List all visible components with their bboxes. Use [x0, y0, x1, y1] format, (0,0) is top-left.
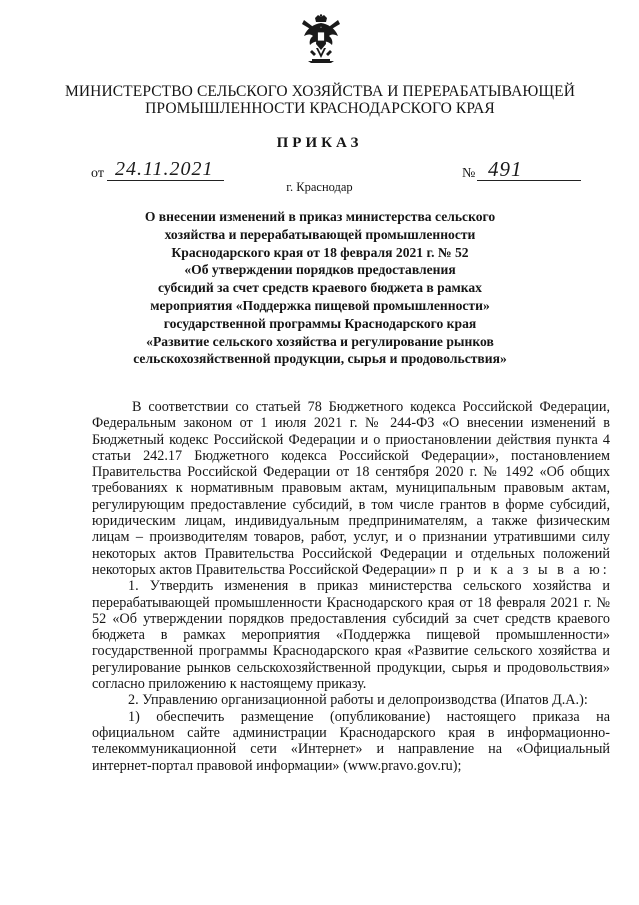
- preamble-paragraph: [92, 399, 610, 578]
- item-2-paragraph: 2. Управлению организационной работы и делопроизводства (Ипатов Д.А.):: [128, 692, 588, 709]
- subject-line: «Об утверждении порядков предоставления: [184, 262, 456, 278]
- subject-line: «Развитие сельского хозяйства и регулирование рынков: [146, 333, 494, 349]
- ministry-name-line2: ПРОМЫШЛЕННОСТИ КРАСНОДАРСКОГО КРАЯ: [145, 100, 495, 117]
- document-body: [92, 399, 610, 774]
- subject-line: О внесении изменений в приказ министерства сельского: [144, 209, 496, 224]
- item-2-1-paragraph: 1) обеспечить размещение (опубликование) настоящего приказа на официальном сайте администрации Краснодарского края в информационно-телекоммуникационной сети «Интернет» и направление на «Официальный интернет-портал правовой информации» (www.pravo.gov.ru);: [92, 708, 610, 774]
- handwritten-date: 24.11.2021: [115, 158, 214, 180]
- document-subject: [120, 208, 520, 368]
- handwritten-number: 491: [488, 157, 523, 181]
- subject-line: субсидий за счет средств краевого бюджета в рамках: [158, 280, 482, 296]
- coat-of-arms-emblem: [298, 14, 344, 64]
- subject-line: хозяйства и перерабатывающей промышленности: [164, 226, 476, 242]
- date-prefix: от: [91, 166, 104, 181]
- number-prefix: №: [462, 166, 476, 181]
- subject-line: мероприятия «Поддержка пищевой промышленности»: [150, 297, 490, 313]
- subject-line: Краснодарского края от 18 февраля 2021 г. № 52: [171, 244, 469, 260]
- preamble-text: В соответствии со статьей 78 Бюджетного кодекса Российской Федерации, Федеральным законом от 1 июля 2021 г. № 244-ФЗ «О внесении изменений в Бюджетный кодекс Российской Федерации и о приостановлении действия пункта 4 статьи 242.17 Бюджетного кодекса Российской Федерации», постановлением Правительства Российской Федерации от 18 сентября 2020 г. № 1492 «Об общих требованиях к нормативным правовым актам, муниципальным правовым актам, регулирующим предоставление субсидий, в том числе грантов в форме субсидий, юридическим лицам, индивидуальным предпринимателям, а также физическим лицам – производителям товаров, работ, услуг, и о признании утратившими силу некоторых актов Правительства Российской Федерации и отдельных положений некоторых актов Правительства Российской Федерации»: [92, 399, 610, 578]
- item-1-paragraph: 1. Утвердить изменения в приказ министерства сельского хозяйства и перерабатывающей промышленности Краснодарского края от 18 февраля 2021 г. № 52 «Об утверждении порядков предоставления субсидий за счет средств краевого бюджета в рамках мероприятия «Поддержка пищевой промышленности» государственной программы Краснодарского края «Развитие сельского хозяйства и регулирование рынков сельскохозяйственной продукции, сырья и продовольствия» согласно приложению к настоящему приказу.: [92, 578, 610, 693]
- ministry-name: [40, 83, 600, 117]
- document-type-title: ПРИКАЗ: [276, 135, 363, 151]
- city-label: г. Краснодар: [286, 180, 353, 194]
- ministry-name-line1: МИНИСТЕРСТВО СЕЛЬСКОГО ХОЗЯЙСТВА И ПЕРЕРАБАТЫВАЮЩЕЙ: [64, 83, 575, 100]
- subject-line: сельскохозяйственной продукции, сырья и продовольствия»: [133, 351, 507, 367]
- subject-line: государственной программы Краснодарского края: [163, 315, 477, 331]
- order-word: п р и к а з ы в а ю:: [439, 561, 610, 578]
